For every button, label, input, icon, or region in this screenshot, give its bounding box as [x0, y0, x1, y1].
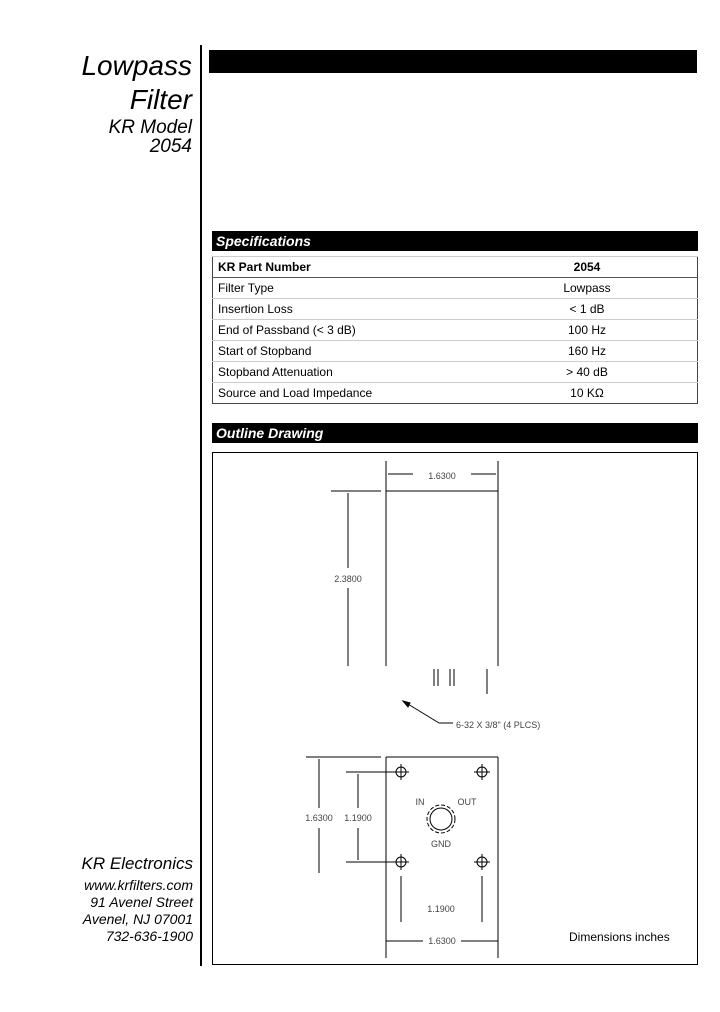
drawing-svg	[213, 453, 699, 966]
spec-label: KR Part Number	[213, 257, 478, 278]
side-view	[331, 461, 498, 723]
specifications-header: Specifications	[212, 231, 698, 251]
screw-note: 6-32 X 3/8" (4 PLCS)	[456, 720, 541, 730]
units-note: Dimensions inches	[569, 930, 670, 944]
header-bar	[209, 50, 697, 73]
dim-hole-hspacing: 1.1900	[427, 904, 455, 914]
spec-label: Filter Type	[213, 278, 478, 299]
specifications-table	[212, 256, 698, 404]
model-label: KR Model	[108, 117, 192, 138]
outline-drawing	[212, 452, 698, 965]
table-row	[213, 299, 698, 320]
spec-value: 100 Hz	[477, 320, 698, 341]
bottom-view	[306, 757, 498, 958]
table-row	[213, 383, 698, 404]
divider	[200, 45, 202, 966]
street-address: 91 Avenel Street	[90, 894, 193, 910]
outline-drawing-header: Outline Drawing	[212, 423, 698, 443]
dim-side-height: 1.6300	[305, 813, 333, 823]
dim-hole-vspacing: 1.1900	[344, 813, 372, 823]
dim-top-width: 1.6300	[428, 471, 456, 481]
spec-value: 2054	[477, 257, 698, 278]
spec-label: Insertion Loss	[213, 299, 478, 320]
spec-label: Source and Load Impedance	[213, 383, 478, 404]
dim-bottom-width: 1.6300	[428, 936, 456, 946]
table-row	[213, 278, 698, 299]
spec-label: End of Passband (< 3 dB)	[213, 320, 478, 341]
website-link[interactable]: www.krfilters.com	[84, 877, 193, 893]
table-row	[213, 362, 698, 383]
product-title-2: Filter	[129, 84, 192, 115]
spec-label: Stopband Attenuation	[213, 362, 478, 383]
pin-in-label: IN	[415, 797, 425, 807]
model-number: 2054	[149, 136, 192, 157]
dim-height: 2.3800	[334, 574, 362, 584]
city-address: Avenel, NJ 07001	[82, 911, 193, 927]
table-row	[213, 320, 698, 341]
pin-out-label: OUT	[457, 797, 477, 807]
spec-value: Lowpass	[477, 278, 698, 299]
spec-value: 160 Hz	[477, 341, 698, 362]
table-row	[213, 341, 698, 362]
phone-number: 732-636-1900	[105, 928, 193, 944]
company-name: KR Electronics	[81, 854, 193, 873]
spec-value: 10 KΩ	[477, 383, 698, 404]
product-title: Lowpass	[81, 50, 192, 81]
spec-value: < 1 dB	[477, 299, 698, 320]
spec-label: Start of Stopband	[213, 341, 478, 362]
pin-gnd-label: GND	[431, 839, 451, 849]
table-row	[213, 257, 698, 278]
spec-value: > 40 dB	[477, 362, 698, 383]
